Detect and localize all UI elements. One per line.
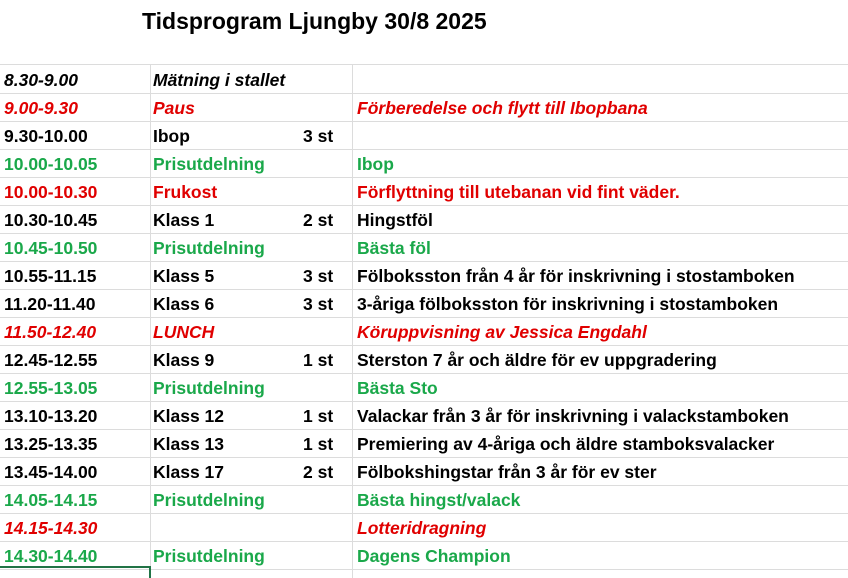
event-cell[interactable]: Klass 12 (153, 406, 225, 426)
event-cell[interactable]: Klass 13 (153, 434, 225, 454)
time-cell[interactable]: 10.00-10.30 (4, 182, 98, 202)
description-cell[interactable]: Valackar från 3 år för inskrivning i valackstamboken (357, 406, 789, 426)
description-cell[interactable]: Fölbokshingstar från 3 år för ev ster (357, 462, 657, 482)
time-cell[interactable]: 9.30-10.00 (4, 126, 88, 146)
selected-cell-border (0, 566, 150, 568)
time-cell[interactable]: 9.00-9.30 (4, 98, 78, 118)
time-cell[interactable]: 11.20-11.40 (4, 294, 96, 314)
description-cell[interactable]: Bästa föl (357, 238, 431, 258)
event-cell[interactable]: Mätning i stallet (153, 70, 286, 90)
time-cell[interactable]: 14.05-14.15 (4, 490, 98, 510)
time-cell[interactable]: 11.50-12.40 (4, 322, 97, 342)
time-cell[interactable]: 14.15-14.30 (4, 518, 98, 538)
time-cell[interactable]: 14.30-14.40 (4, 546, 98, 566)
table-row (0, 514, 848, 542)
time-cell[interactable]: 13.10-13.20 (4, 406, 98, 426)
description-cell[interactable]: Förflyttning till utebanan vid fint väder. (357, 182, 680, 202)
count-cell[interactable]: 2 st (303, 210, 334, 230)
grid-line (0, 569, 848, 570)
time-cell[interactable]: 12.45-12.55 (4, 350, 98, 370)
count-cell[interactable]: 2 st (303, 462, 334, 482)
event-cell[interactable]: Prisutdelning (153, 238, 265, 258)
time-cell[interactable]: 13.25-13.35 (4, 434, 98, 454)
selected-cell-border (149, 566, 151, 578)
table-row (0, 66, 848, 94)
event-cell[interactable]: Klass 9 (153, 350, 215, 370)
page-title[interactable]: Tidsprogram Ljungby 30/8 2025 (142, 8, 487, 34)
table-row (0, 458, 848, 486)
table-row (0, 402, 848, 430)
description-cell[interactable]: Köruppvisning av Jessica Engdahl (357, 322, 647, 342)
description-cell[interactable]: Premiering av 4-åriga och äldre stamboksvalacker (357, 434, 775, 454)
count-cell[interactable]: 3 st (303, 294, 334, 314)
table-row (0, 318, 848, 346)
time-cell[interactable]: 8.30-9.00 (4, 70, 78, 90)
table-row (0, 94, 848, 122)
count-cell[interactable]: 3 st (303, 266, 334, 286)
event-cell[interactable]: Klass 17 (153, 462, 225, 482)
count-cell[interactable]: 1 st (303, 350, 334, 370)
event-cell[interactable]: Ibop (153, 126, 190, 146)
table-row (0, 122, 848, 150)
event-cell[interactable]: LUNCH (153, 322, 215, 342)
description-cell[interactable]: 3-åriga fölboksston för inskrivning i stostamboken (357, 294, 779, 314)
event-cell[interactable]: Klass 1 (153, 210, 215, 230)
time-cell[interactable]: 10.30-10.45 (4, 210, 98, 230)
description-cell[interactable]: Förberedelse och flytt till Ibopbana (357, 98, 648, 118)
table-row (0, 206, 848, 234)
description-cell[interactable]: Bästa hingst/valack (357, 490, 521, 510)
description-cell[interactable]: Sterston 7 år och äldre för ev uppgradering (357, 350, 717, 370)
event-cell[interactable]: Klass 6 (153, 294, 215, 314)
event-cell[interactable]: Paus (153, 98, 195, 118)
description-cell[interactable]: Lotteridragning (357, 518, 487, 538)
description-cell[interactable]: Hingstföl (357, 210, 433, 230)
time-cell[interactable]: 10.45-10.50 (4, 238, 98, 258)
count-cell[interactable]: 1 st (303, 406, 334, 426)
time-cell[interactable]: 10.55-11.15 (4, 266, 97, 286)
table-row (0, 150, 848, 178)
event-cell[interactable]: Prisutdelning (153, 378, 265, 398)
table-row (0, 430, 848, 458)
table-row (0, 374, 848, 402)
event-cell[interactable]: Klass 5 (153, 266, 215, 286)
event-cell[interactable]: Frukost (153, 182, 218, 202)
table-row (0, 262, 848, 290)
event-cell[interactable]: Prisutdelning (153, 154, 265, 174)
grid-line (0, 64, 848, 65)
description-cell[interactable]: Bästa Sto (357, 378, 438, 398)
time-cell[interactable]: 12.55-13.05 (4, 378, 98, 398)
time-cell[interactable]: 13.45-14.00 (4, 462, 98, 482)
event-cell[interactable]: Prisutdelning (153, 546, 265, 566)
count-cell[interactable]: 1 st (303, 434, 334, 454)
description-cell[interactable]: Dagens Champion (357, 546, 511, 566)
table-row (0, 178, 848, 206)
table-row (0, 290, 848, 318)
count-cell[interactable]: 3 st (303, 126, 334, 146)
table-row (0, 486, 848, 514)
description-cell[interactable]: Ibop (357, 154, 394, 174)
table-row (0, 234, 848, 262)
event-cell[interactable]: Prisutdelning (153, 490, 265, 510)
description-cell[interactable]: Fölboksston från 4 år för inskrivning i stostamboken (357, 266, 795, 286)
table-row (0, 346, 848, 374)
time-cell[interactable]: 10.00-10.05 (4, 154, 98, 174)
